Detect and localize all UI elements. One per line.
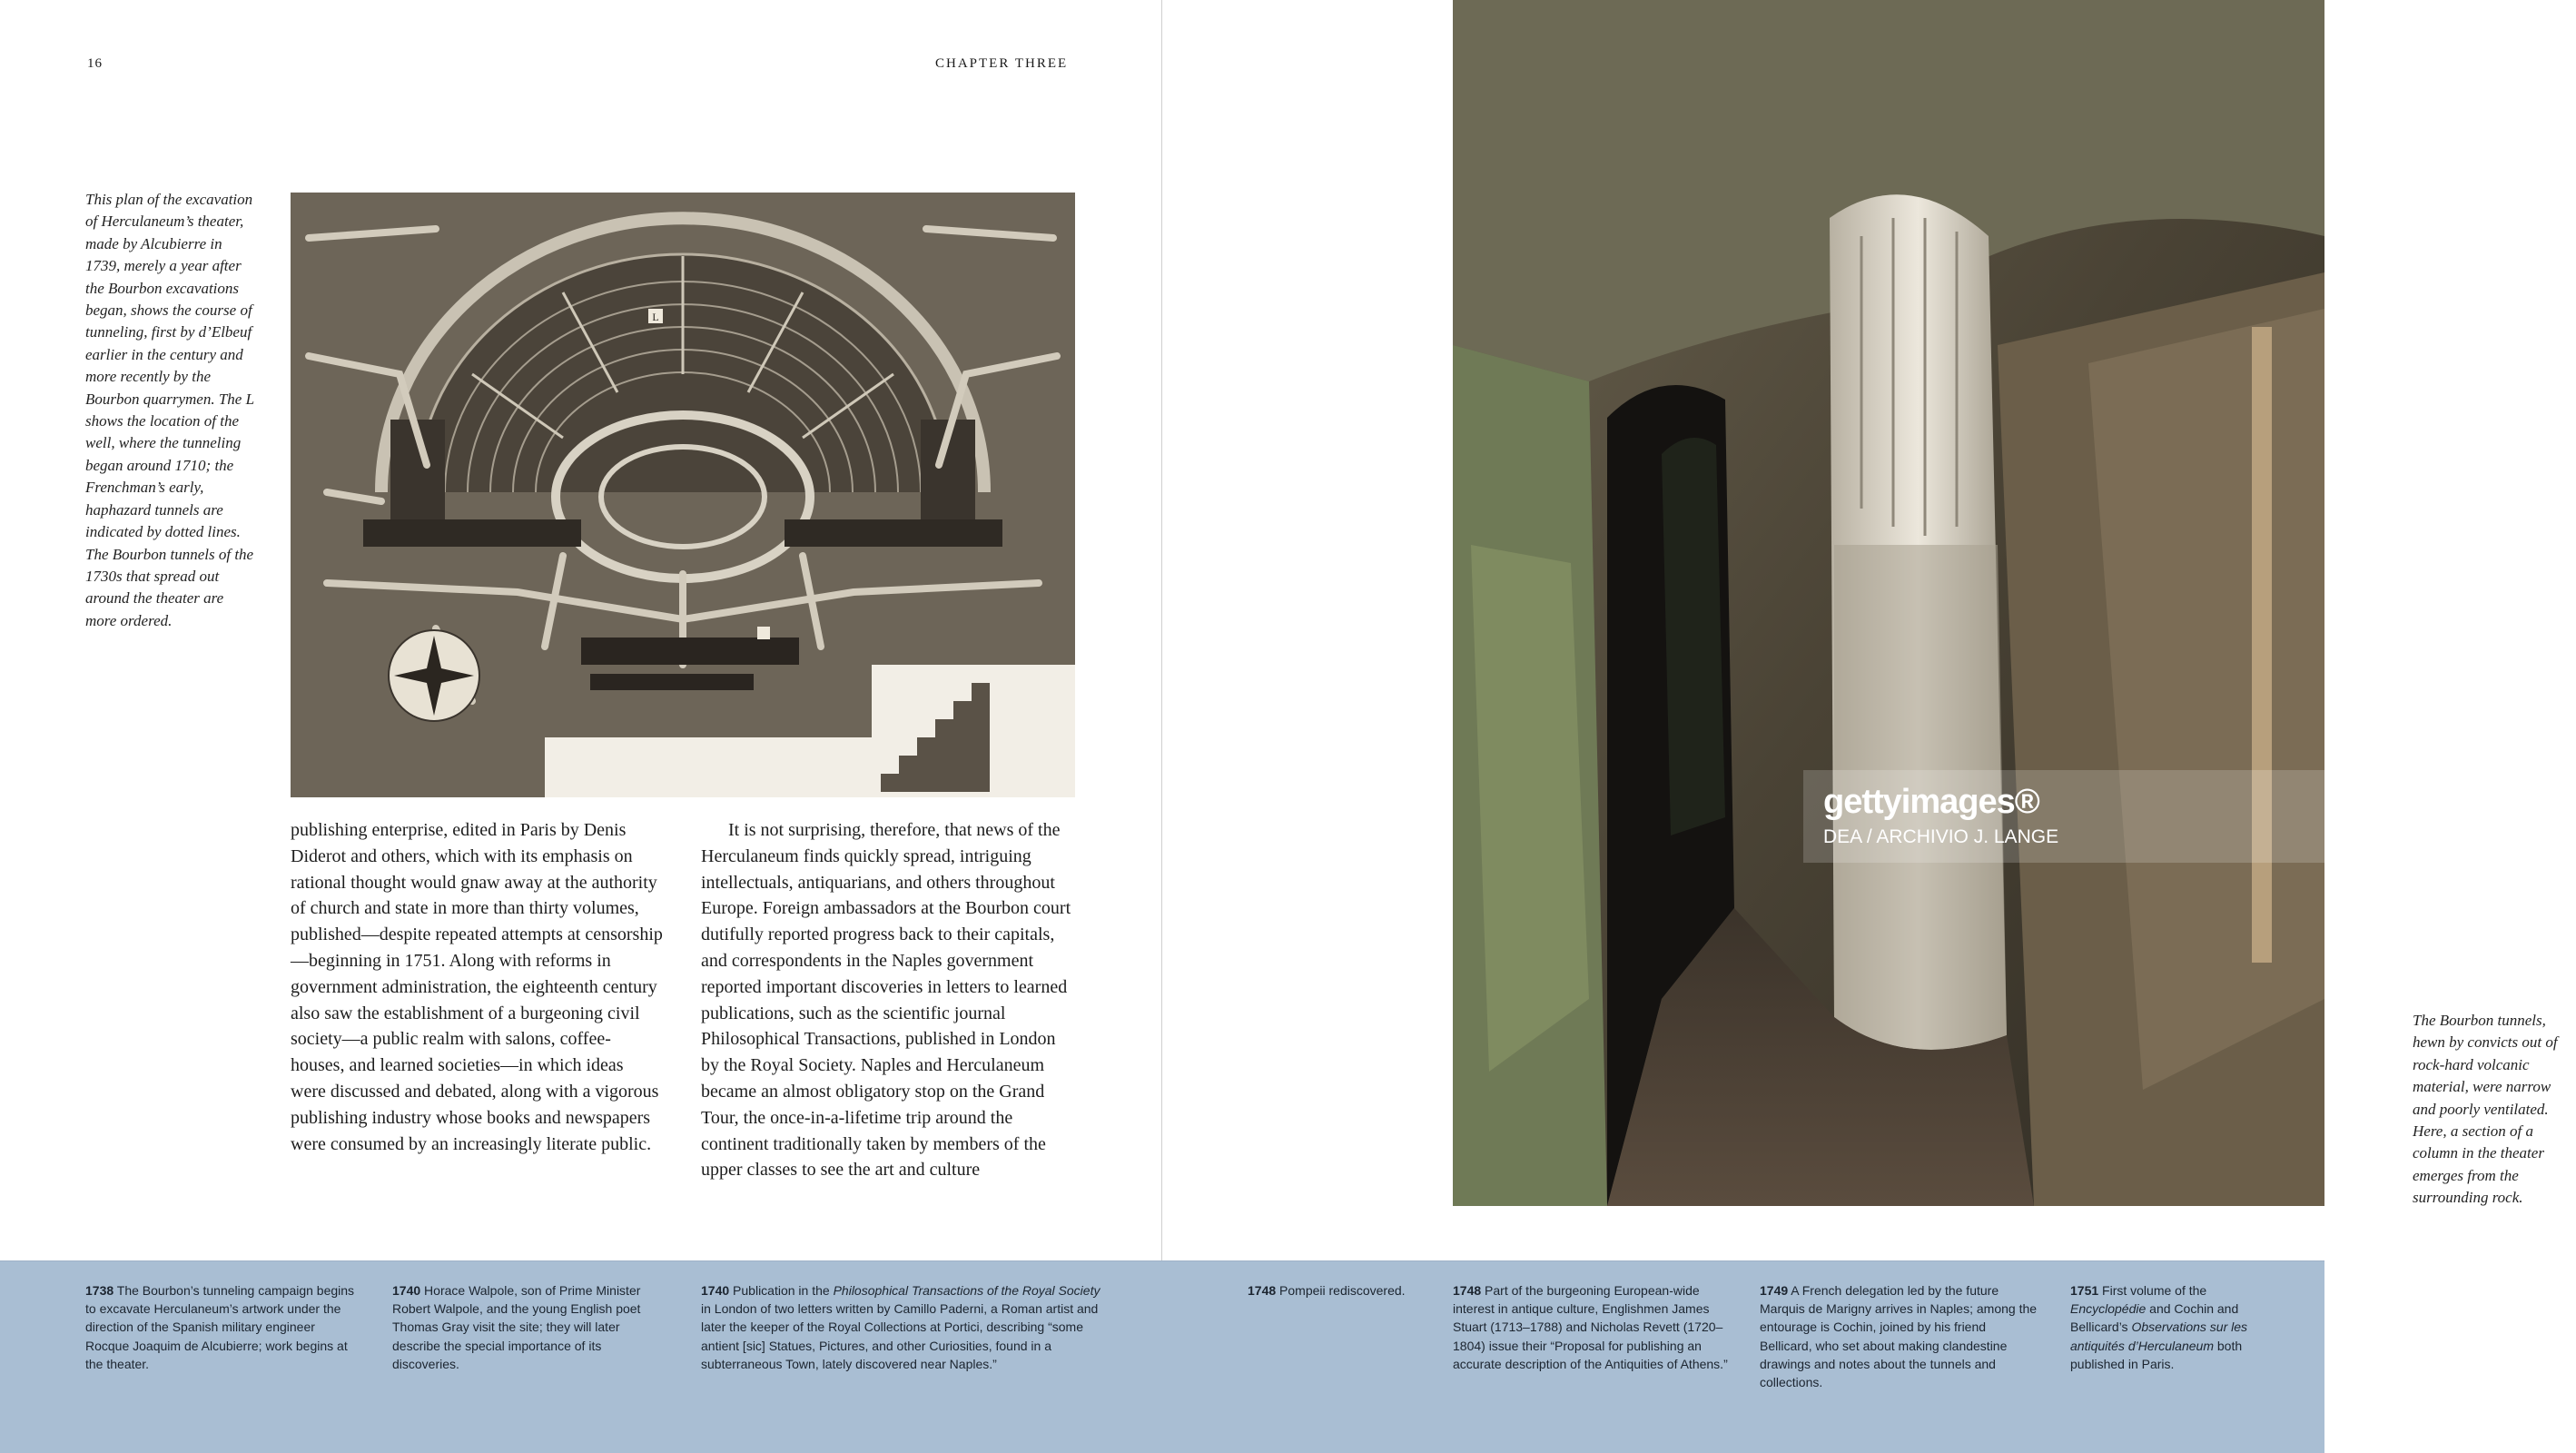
timeline-entry [1760,1281,2041,1391]
timeline-text: Horace Walpole, son of Prime Minister Robert Walpole, and the young English poet Thomas Gray visit the site; they will later describe the special importance of its discoveries. [392,1283,641,1371]
timeline-text: and Cochin and Bellicard’s [2070,1301,2239,1335]
marker-L: L [652,311,659,323]
timeline-entry [392,1281,665,1373]
timeline-entry [1248,1281,1429,1300]
watermark [1803,770,2324,863]
body-paragraph: It is not surprising, therefore, that news of the Herculaneum finds quickly spread, intriguing intellectuals, antiquarians, and others throughout Europe. Foreign ambassadors at the Bourbon court dutifully reported progress back to their capitals, and correspondents in the Naples government reported important discoveries in letters to learned publications, such as the scientific journal Philosophical Transactions, published in London by the Royal Society. Naples and Herculaneum became an almost obligatory stop on the Grand Tour, the once-in-a-lifetime trip around the continent traditionally taken by members of the upper classes to see the art and culture [701,820,1071,1181]
timeline-text: First volume of the [2102,1283,2207,1298]
theater-plan-image [291,193,1075,797]
timeline-band [0,1260,2324,1453]
tunnel-photo [1453,0,2324,1206]
timeline-text: Pompeii rediscovered. [1279,1283,1406,1298]
body-column-1 [291,817,663,1157]
timeline-italic-title: Observations sur les antiquités d’Herculaneum [2070,1320,2248,1353]
timeline-entry [701,1281,1100,1373]
timeline-text: Publication in the [733,1283,834,1298]
timeline-entry [2070,1281,2279,1373]
tunnel-photo-drawing [1453,0,2324,1206]
page-number: 16 [87,56,103,71]
timeline-italic-title: Encyclopédie [2070,1301,2147,1317]
timeline-text: Part of the burgeoning European-wide interest in antique culture, Englishmen James Stuart (1713–1788) and Nicholas Revett (1720–1804) issue their “Proposal for publishing an accurate description of the Antiquities of Athens.” [1453,1283,1728,1371]
timeline-year: 1751 [2070,1283,2099,1298]
photo-credit: DEA / ARCHIVIO J. LANGE [1823,826,2059,847]
photo-caption: The Bourbon tunnels, hewn by convicts out of rock-hard volcanic material, were narrow and poorly ventilated. Here, a section of a column in the theater emerges from the surrounding rock. [2413,1012,2558,1207]
timeline-entry [1453,1281,1743,1373]
timeline-text: both published in Paris. [2070,1338,2243,1371]
timeline-year: 1748 [1453,1283,1482,1298]
body-column-2 [701,817,1073,1183]
timeline-text: The Bourbon’s tunneling campaign begins to excavate Herculaneum’s artwork under the direction of the Spanish military engineer Rocque Joaquim de Alcubierre; work begins at the theater. [85,1283,355,1371]
body-paragraph: publishing enterprise, edited in Paris by Denis Diderot and others, which with its emphasis on rational thought would gnaw away at the authority of church and state in more than thirty volumes, published—despite repeated attempts at censorship—beginning in 1751. Along with reforms in government administration, the eighteenth century also saw the establishment of a burgeoning civil society—a public realm with salons, coffee-houses, and learned societies—in which ideas were discussed and debated, along with a vigorous publishing industry whose books and newspapers were consumed by an increasingly literate public. [291,820,663,1154]
timeline-year: 1748 [1248,1283,1277,1298]
watermark-logo: gettyimages® [1823,783,2039,821]
plan-caption: This plan of the excavation of Herculaneum’s theater, made by Alcubierre in 1739, merely a year after the Bourbon excavations began, shows the course of tunneling, first by d’Elbeuf earlier in the century and more recently by the Bourbon quarrymen. The L shows the location of the well, where the tunneling began around 1710; the Frenchman’s early, haphazard tunnels are indicated by dotted lines. The Bourbon tunnels of the 1730s that spread out around the theater are more ordered. [85,191,254,629]
timeline-text: A French delegation led by the future Marquis de Marigny arrives in Naples; among the entourage is Cochin, joined by his friend Bellicard, who set about making clandestine drawings and notes about the tunnels and collections. [1760,1283,2038,1390]
timeline-year: 1740 [392,1283,421,1298]
left-page [0,0,1162,1260]
running-head: CHAPTER THREE [935,56,1069,71]
timeline-entry [85,1281,358,1373]
timeline-text: in London of two letters written by Camillo Paderni, a Roman artist and later the keeper of the Royal Collections at Portici, describing “some antient [sic] Statues, Pictures, and other Curiosities, found in a subterraneous Town, lately discovered near Naples.” [701,1301,1099,1371]
timeline-year: 1740 [701,1283,730,1298]
theater-plan-drawing [291,193,1075,797]
timeline-year: 1738 [85,1283,114,1298]
timeline-italic-title: Philosophical Transactions of the Royal Society [833,1283,1100,1298]
timeline-year: 1749 [1760,1283,1789,1298]
